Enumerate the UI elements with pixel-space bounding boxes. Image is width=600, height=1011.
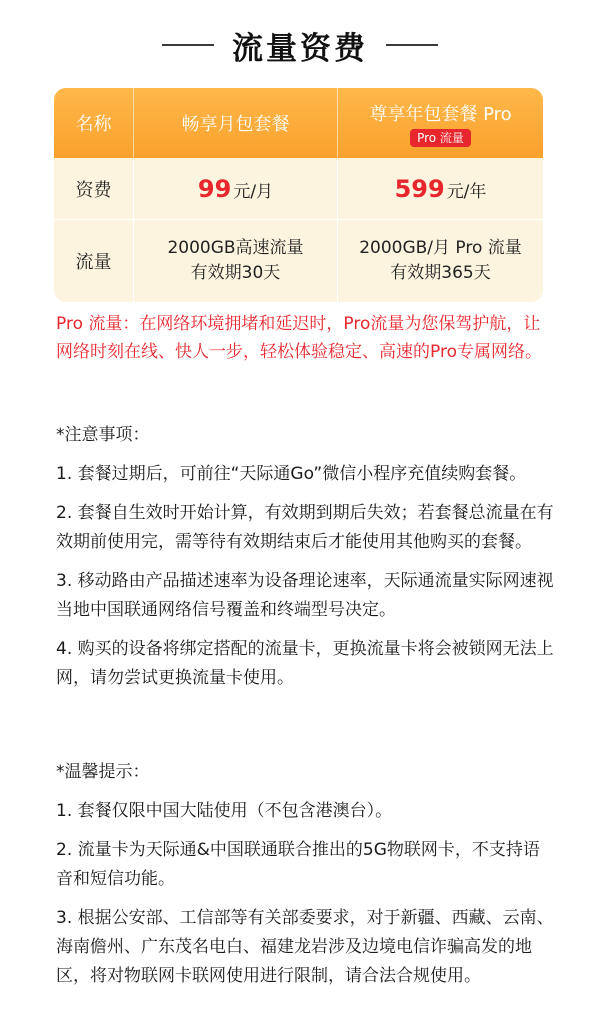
flow-label-cell [54, 220, 134, 302]
table-row-price [54, 158, 543, 220]
pro-flow-badge: Pro 流量 [410, 129, 471, 147]
annual-flow-validity: 有效期365天 [390, 263, 491, 283]
annual-price-amount: 599 [394, 174, 445, 203]
monthly-price-amount: 99 [197, 174, 232, 203]
header-name-label: 名称 [75, 114, 112, 135]
pro-flow-note: Pro 流量：在网络环境拥堵和延迟时，Pro流量为您保驾护航，让网络时刻在线、快人一步，轻松体验稳定、高速的Pro专属网络。 [56, 314, 542, 362]
monthly-flow-validity: 有效期30天 [190, 263, 281, 283]
tips-item: 3. 根据公安部、工信部等有关部委要求，对于新疆、西藏、云南、海南儋州、广东茂名电白、福建龙岩涉及边境电信诈骗高发的地区，将对物联网卡联网使用进行限制，请合法合规使用。 [56, 908, 554, 986]
title-row [0, 20, 600, 70]
page-title: 流量资费 [232, 30, 368, 67]
monthly-flow-amount: 2000GB高速流量 [167, 238, 304, 258]
notice-item: 3. 移动路由产品描述速率为设备理论速率，天际通流量实际网速视当地中国联通网络信号覆盖和终端型号决定。 [56, 571, 554, 620]
notice-item: 4. 购买的设备将绑定搭配的流量卡，更换流量卡将会被锁网无法上网，请勿尝试更换流量卡使用。 [56, 639, 554, 688]
notice-item: 2. 套餐自生效时开始计算，有效期到期后失效；若套餐总流量在有效期前使用完，需等待有效期结束后才能使用其他购买的套餐。 [56, 503, 554, 552]
title-left-line [162, 44, 214, 46]
table-header-row [54, 88, 543, 158]
monthly-price [198, 175, 273, 203]
title-right-line [386, 44, 438, 46]
flow-label: 流量 [75, 252, 112, 273]
annual-flow-amount: 2000GB/月 Pro 流量 [359, 238, 522, 258]
header-annual-plan-cell [338, 88, 543, 158]
header-monthly-plan-cell [134, 88, 338, 158]
monthly-price-cell [134, 158, 338, 220]
monthly-flow-cell [134, 220, 338, 302]
tips-title: *温馨提示： [56, 762, 150, 782]
header-monthly-plan-label: 畅享月包套餐 [181, 114, 290, 135]
notice-title: *注意事项： [56, 425, 150, 445]
header-name-cell [54, 88, 134, 158]
pricing-table [54, 88, 543, 302]
annual-price [395, 175, 487, 203]
price-label-cell [54, 158, 134, 220]
notice-item: 1. 套餐过期后，可前往“天际通Go”微信小程序充值续购套餐。 [56, 464, 527, 484]
table-row-flow [54, 220, 543, 302]
tips-item: 2. 流量卡为天际通&中国联通联合推出的5G物联网卡，不支持语音和短信功能。 [56, 840, 540, 889]
notice-section [56, 421, 556, 703]
price-label: 资费 [75, 179, 112, 201]
annual-price-unit: 元/年 [446, 181, 487, 202]
header-annual-plan-label: 尊享年包套餐 Pro [369, 103, 512, 125]
tips-item: 1. 套餐仅限中国大陆使用（不包含港澳台）。 [56, 801, 393, 821]
annual-flow-cell [338, 220, 543, 302]
annual-price-cell [338, 158, 543, 220]
monthly-price-unit: 元/月 [233, 181, 274, 202]
tips-section [56, 758, 556, 1001]
